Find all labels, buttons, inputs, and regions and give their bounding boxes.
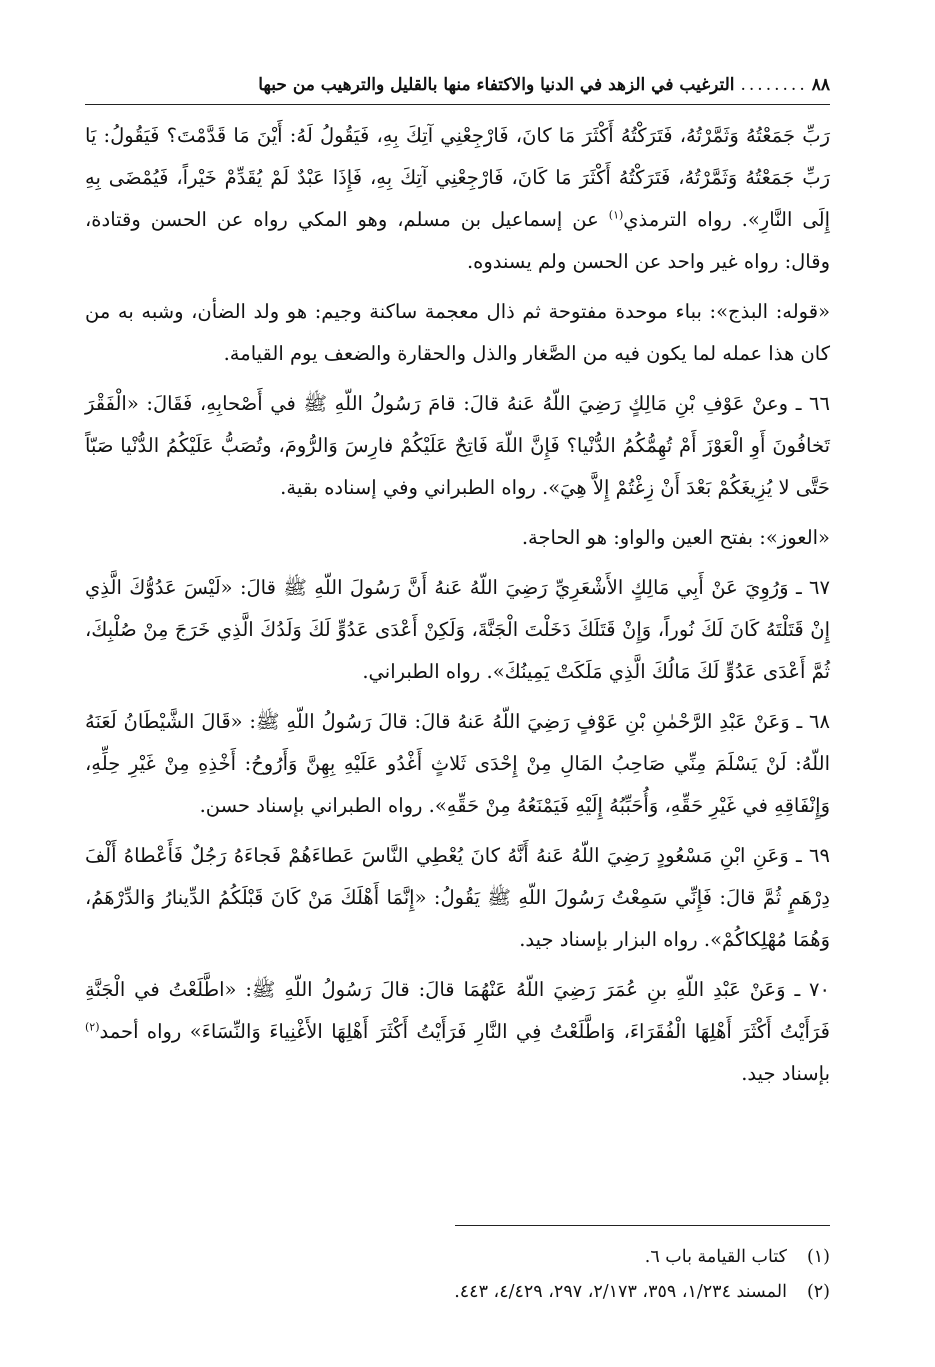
chapter-title: الترغيب في الزهد في الدنيا والاكتفاء منها بالقليل والترهيب من حبها — [258, 75, 735, 95]
running-header — [85, 72, 830, 105]
hadith-66: ٦٦ ـ وعنْ عَوْفِ بْنِ مَالِكٍ رَضِيَ اللّهُ عَنهُ قالَ: قامَ رَسُولُ اللّهِ ﷺ في أَصْحابِهِ، فَقَالَ: «الْفَقْرَ تَخافُونَ أَوِ الْعَوْزَ أَمْ تُهِمُّكُمُ الدُّنْيا؟ فَإِنَّ اللّهَ فَاتِحٌ عَلَيْكُمْ فارِسَ وَالرُّومَ، وتُصَبُّ عَلَيْكُمُ الدُّنْيا صَبّاً حَتَّى لا يُزِيغَكُمْ بَعْدَ أَنْ زِغْتُمْ إِلاَّ هِيَ». رواه الطبراني وفي إسناده بقية. — [85, 392, 830, 499]
hadith-69: ٦٩ ـ وَعَنِ ابْنِ مَسْعُودٍ رَضِيَ اللّهُ عَنهُ أَنَّهُ كانَ يُعْطِي النَّاسَ عَطاءَهُمْ فَجاءَهُ رَجُلٌ فَأَعْطاهُ أَلْفَ دِرْهَمٍ ثُمَّ قالَ: فَإِنِّي سَمِعْتُ رَسُولَ اللّهِ ﷺ يَقُولُ: «إِنَّمَا أَهْلَكَ مَنْ كَانَ قَبْلَكُمُ الدِّينارُ وَالدِّرْهَمُ، وَهُمَا مُهْلِكاكُمْ». رواه البزار بإسناد جيد. — [85, 844, 830, 951]
footnote-number: (٢) — [806, 1282, 830, 1302]
paragraph: رَبِّ جَمَعْتُهُ وَثَمَّرْتُهُ، فَتَرَكْتُهُ أَكْثَرَ مَا كانَ، فَارْجِعْنِي آتِكَ بِهِ، فَيَقُولُ لَهُ: أَيْنَ مَا قَدَّمْتَ؟ فَيَقُولُ: يَا رَبِّ جَمَعْتُهُ وَثَمَّرْتُهُ، فَتَرَكْتُهُ أَكْثَرَ مَا كَانَ، فَارْجِعْنِي آتِكَ بِهِ، فَإِذَا عَبْدٌ لَمْ يُقَدِّمْ خَيْراً، فَيُمْضَى بِهِ إِلَى النَّارِ». رواه الترمذي$^{(١)}$ عن إسماعيل بن مسلم، وهو المكي رواه عن الحسن وقتادة، وقال: رواه غير واحد عن الحسن ولم يسندوه. — [85, 124, 830, 273]
hadith-70: ٧٠ ـ وَعَنْ عَبْدِ اللّهِ بنِ عُمَرَ رَضِيَ اللّهُ عَنْهُمَا قالَ: قالَ رَسُولُ اللّهِ ﷺ: «اطَّلَعْتُ في الْجَنَّةِ فَرَأَيْتُ أَكْثَرَ أَهْلِهَا الْفُقَرَاءَ، وَاطَّلَعْتُ فِي النَّارِ فَرَأَيْتُ أَكْثَرَ أَهْلِهَا الأَغْنِياءَ وَالنِّسَاءَ» رواه أحمد$^{(٢)}$ بإسناد جيد. — [85, 978, 830, 1085]
footnote-text: كتاب القيامة باب ٦. — [644, 1247, 787, 1267]
paragraph: «العوز»: بفتح العين والواو: هو الحاجة. — [521, 526, 830, 549]
footnote-text: المسند ١/٢٣٤، ٣٥٩، ٢/١٧٣، ٢٩٧، ٤/٤٢٩، ٤٤٣. — [454, 1282, 787, 1302]
footnote — [85, 1240, 830, 1275]
footnote-ref[interactable]: (٢) — [85, 1020, 100, 1034]
hadith-68: ٦٨ ـ وَعَنْ عَبْدِ الرَّحْمٰنِ بْنِ عَوْفٍ رَضِيَ اللّهُ عَنهُ قالَ: قالَ رَسُولُ اللّهِ ﷺ: «قَالَ الشَّيْطَانُ لَعَنَهُ اللّهُ: لَنْ يَسْلَمَ مِنِّي صَاحِبُ المَالِ مِنْ إِحْدَى ثَلاثٍ أَغْدُو عَلَيْهِ بِهِنَّ وَأَرُوحُ: أَخْذِهِ مِنْ غَيْرِ حِلِّهِ، وَإِنْفَاقِهِ في غَيْرِ حَقِّهِ، وَأُحَبِّبُهُ إِلَيْهِ فَيَمْنَعُهُ مِنْ حَقِّهِ». رواه الطبراني بإسناد حسن. — [85, 710, 830, 817]
footnote — [85, 1275, 830, 1310]
hadith-67: ٦٧ ـ وَرُوِيَ عَنْ أَبِي مَالِكٍ الأَشْعَرِيِّ رَضِيَ اللّهُ عَنهُ أَنَّ رَسُولَ اللّهِ ﷺ قالَ: «لَيْسَ عَدُوُّكَ الَّذِي إِنْ قَتَلْتَهُ كَانَ لَكَ نُوراً، وَإِنْ قَتَلَكَ دَخَلْتَ الْجَنَّةَ، وَلَكِنْ أَعْدَى عَدُوٍّ لَكَ وَلَدُكَ الَّذِي خَرَجَ مِنْ صُلْبِكَ، ثُمَّ أَعْدَى عَدُوٍّ لَكَ مَالُكَ الَّذِي مَلَكَتْ يَمِينُكَ». رواه الطبراني. — [85, 576, 830, 683]
footnote-ref[interactable]: (١) — [608, 208, 624, 222]
page-number: ٨٨ — [811, 75, 830, 95]
footnotes — [85, 1240, 830, 1310]
footnote-divider — [455, 1225, 830, 1226]
paragraph: «قوله: البذج»: بباء موحدة مفتوحة ثم ذال معجمة ساكنة وجيم: هو ولد الضأن، وشبه به من كان هذا عمله لما يكون فيه من الصَّغار والذل والحقارة والضعف يوم القيامة. — [85, 300, 830, 365]
header-dots: ........ — [740, 75, 808, 95]
footnote-number: (١) — [806, 1247, 830, 1267]
body-text — [85, 115, 830, 1095]
